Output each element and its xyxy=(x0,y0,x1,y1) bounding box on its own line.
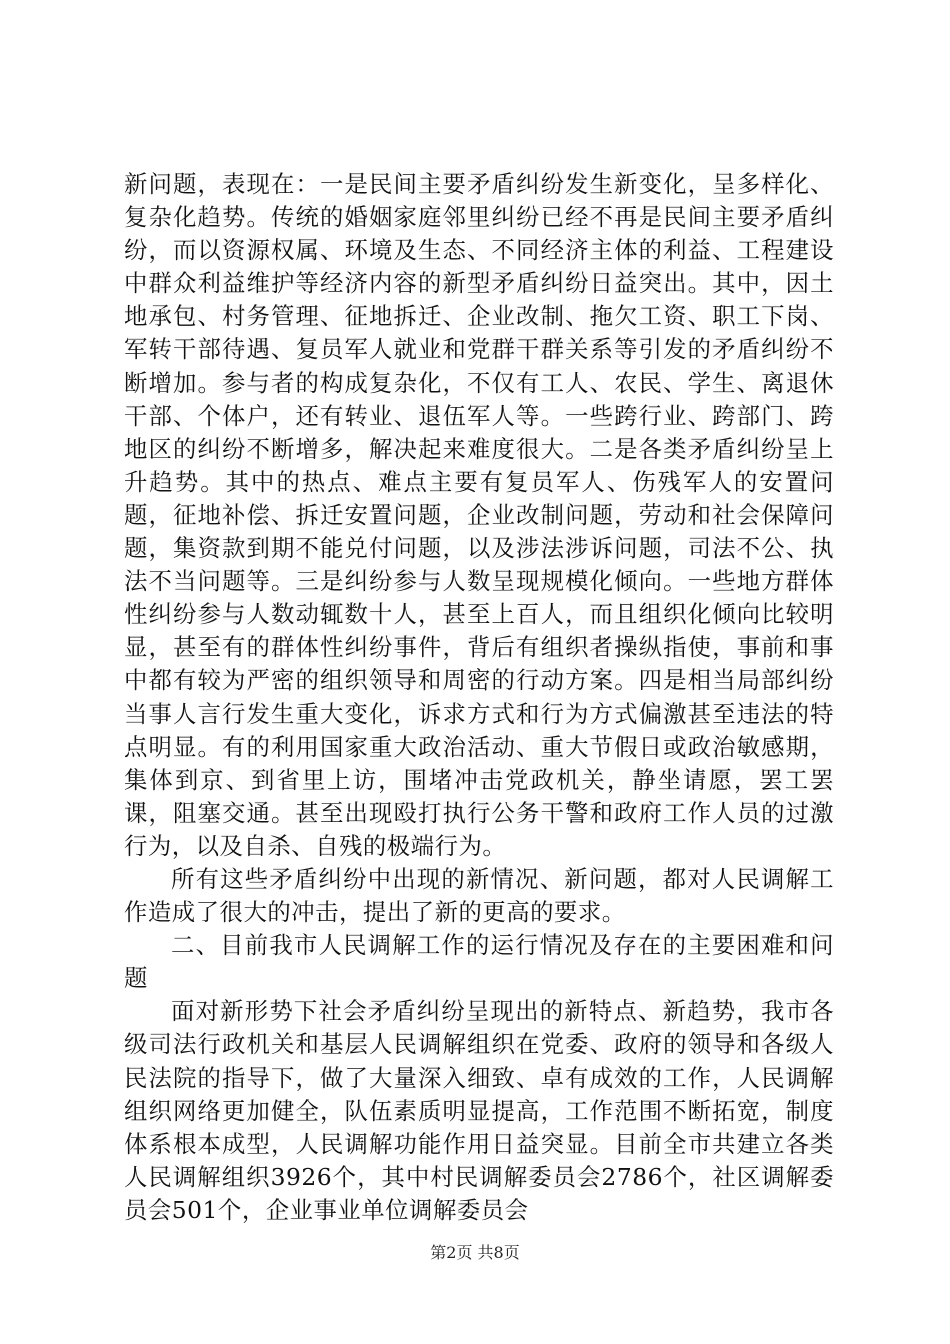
page-number: 第2页 共8页 xyxy=(430,1243,520,1262)
section-heading: 二、目前我市人民调解工作的运行情况及存在的主要困难和问题 xyxy=(124,931,834,993)
body-paragraph: 所有这些矛盾纠纷中出现的新情况、新问题，都对人民调解工作造成了很大的冲击，提出了新的更高的要求。 xyxy=(124,864,834,927)
document-body xyxy=(124,168,834,1227)
body-paragraph: 面对新形势下社会矛盾纠纷呈现出的新特点、新趋势，我市各级司法行政机关和基层人民调解组织在党委、政府的领导和各级人民法院的指导下，做了大量深入细致、卓有成效的工作，人民调解组织网络更加健全，队伍素质明显提高，工作范围不断拓宽，制度体系根本成型，人民调解功能作用日益突显。目前全市共建立各类人民调解组织3926个，其中村民调解委员会2786个，社区调解委员会501个，企业事业单位调解委员会 xyxy=(124,997,834,1224)
page-footer xyxy=(0,1243,950,1263)
body-paragraph: 新问题，表现在：一是民间主要矛盾纠纷发生新变化，呈多样化、复杂化趋势。传统的婚姻家庭邻里纠纷已经不再是民间主要矛盾纠纷，而以资源权属、环境及生态、不同经济主体的利益、工程建设中群众利益维护等经济内容的新型矛盾纠纷日益突出。其中，因土地承包、村务管理、征地拆迁、企业改制、拖欠工资、职工下岗、军转干部待遇、复员军人就业和党群干群关系等引发的矛盾纠纷不断增加。参与者的构成复杂化，不仅有工人、农民、学生、离退休干部、个体户，还有转业、退伍军人等。一些跨行业、跨部门、跨地区的纠纷不断增多，解决起来难度很大。二是各类矛盾纠纷呈上升趋势。其中的热点、难点主要有复员军人、伤残军人的安置问题，征地补偿、拆迁安置问题，企业改制问题，劳动和社会保障问题，集资款到期不能兑付问题，以及涉法涉诉问题，司法不公、执法不当问题等。三是纠纷参与人数呈现规模化倾向。一些地方群体性纠纷参与人数动辄数十人，甚至上百人，而且组织化倾向比较明显，甚至有的群体性纠纷事件，背后有组织者操纵指使，事前和事中都有较为严密的组织领导和周密的行动方案。四是相当局部纠纷当事人言行发生重大变化，诉求方式和行为方式偏激甚至违法的特点明显。有的利用国家重大政治活动、重大节假日或政治敏感期，集体到京、到省里上访，围堵冲击党政机关，静坐请愿，罢工罢课，阻塞交通。甚至出现殴打执行公务干警和政府工作人员的过激行为，以及自杀、自残的极端行为。 xyxy=(124,170,834,860)
